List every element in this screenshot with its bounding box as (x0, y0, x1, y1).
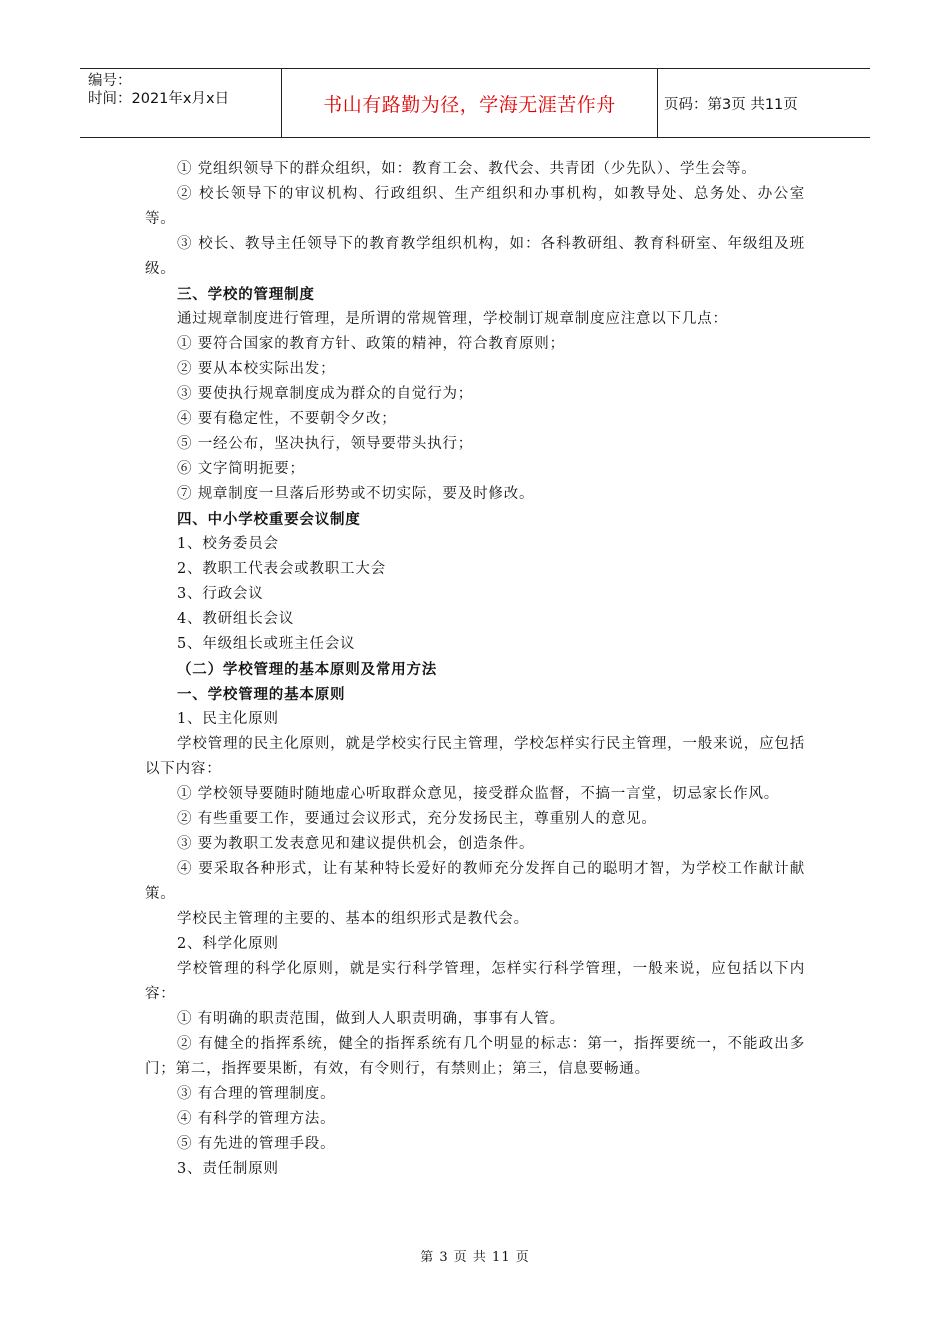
body-paragraph: ② 有健全的指挥系统，健全的指挥系统有几个明显的标志：第一，指挥要统一，不能政出多门；第二，指挥要果断，有效，有令则行，有禁则止；第三，信息要畅通。 (145, 1036, 805, 1077)
body-paragraph: ① 党组织领导下的群众组织，如：教育工会、教代会、共青团（少先队）、学生会等。 (177, 161, 757, 177)
body-paragraph: ③ 要为教职工发表意见和建议提供机会，创造条件。 (177, 836, 535, 852)
body-paragraph: ③ 有合理的管理制度。 (177, 1086, 336, 1102)
body-paragraph: ⑤ 一经公布，坚决执行，领导要带头执行； (177, 436, 474, 452)
section-heading: 一、学校管理的基本原则 (177, 686, 346, 703)
body-paragraph: ⑤ 有先进的管理手段。 (177, 1136, 336, 1152)
body-paragraph: ① 有明确的职责范围，做到人人职责明确，事事有人管。 (177, 1011, 565, 1027)
document-number-label: 编号： (88, 73, 132, 89)
section-heading: 四、中小学校重要会议制度 (177, 511, 361, 528)
body-paragraph: ③ 校长、教导主任领导下的教育教学组织机构，如：各科教研组、教育科研室、年级组及班级。 (145, 236, 805, 277)
body-paragraph: 1、民主化原则 (177, 711, 279, 727)
header-page-info: 页码：第3页 共11页 (664, 96, 798, 113)
body-paragraph: ③ 要使执行规章制度成为群众的自觉行为； (177, 386, 474, 402)
header-motto: 书山有路勤为径，学海无涯苦作舟 (323, 93, 616, 116)
body-paragraph: 学校民主管理的主要的、基本的组织形式是教代会。 (177, 911, 529, 927)
body-paragraph: ① 学校领导要随时随地虚心听取群众意见，接受群众监督，不搞一言堂，切忌家长作风。 (177, 786, 780, 802)
body-paragraph: 2、教职工代表会或教职工大会 (177, 561, 386, 577)
body-paragraph: ⑥ 文字简明扼要； (177, 461, 305, 477)
body-paragraph: ② 校长领导下的审议机构、行政组织、生产组织和办事机构，如教导处、总务处、办公室等。 (145, 186, 805, 227)
document-body (145, 157, 805, 1182)
body-paragraph: 通过规章制度进行管理，是所谓的常规管理，学校制订规章制度应注意以下几点： (177, 311, 728, 327)
body-paragraph: ⑦ 规章制度一旦落后形势或不切实际，要及时修改。 (177, 486, 535, 502)
body-paragraph: 4、教研组长会议 (177, 611, 295, 627)
body-paragraph: 学校管理的科学化原则，就是实行科学管理，怎样实行科学管理，一般来说，应包括以下内容： (145, 961, 805, 1002)
section-heading: 三、学校的管理制度 (177, 286, 315, 303)
body-paragraph: ④ 有科学的管理方法。 (177, 1111, 336, 1127)
body-paragraph: 1、校务委员会 (177, 536, 279, 552)
section-heading: （二）学校管理的基本原则及常用方法 (177, 661, 438, 678)
body-paragraph: 3、行政会议 (177, 586, 264, 602)
page-header (80, 68, 870, 138)
header-meta (80, 69, 281, 137)
header-motto-cell (281, 69, 658, 137)
document-date: 时间：2021年x月x日 (88, 91, 230, 107)
body-paragraph: ④ 要采取各种形式，让有某种特长爱好的教师充分发挥自己的聪明才智，为学校工作献计献策。 (145, 861, 805, 902)
page-footer: 第 3 页 共 11 页 (420, 1250, 530, 1265)
body-paragraph: 学校管理的民主化原则，就是学校实行民主管理，学校怎样实行民主管理，一般来说，应包括以下内容： (145, 736, 805, 777)
header-page-cell (656, 69, 870, 137)
body-paragraph: ① 要符合国家的教育方针、政策的精神，符合教育原则； (177, 336, 565, 352)
body-paragraph: ④ 要有稳定性，不要朝令夕改； (177, 411, 397, 427)
body-paragraph: ② 要从本校实际出发； (177, 361, 336, 377)
body-paragraph: 3、责任制原则 (177, 1161, 279, 1177)
body-paragraph: ② 有些重要工作，要通过会议形式，充分发扬民主，尊重别人的意见。 (177, 811, 657, 827)
body-paragraph: 2、科学化原则 (177, 936, 279, 952)
body-paragraph: 5、年级组长或班主任会议 (177, 636, 356, 652)
